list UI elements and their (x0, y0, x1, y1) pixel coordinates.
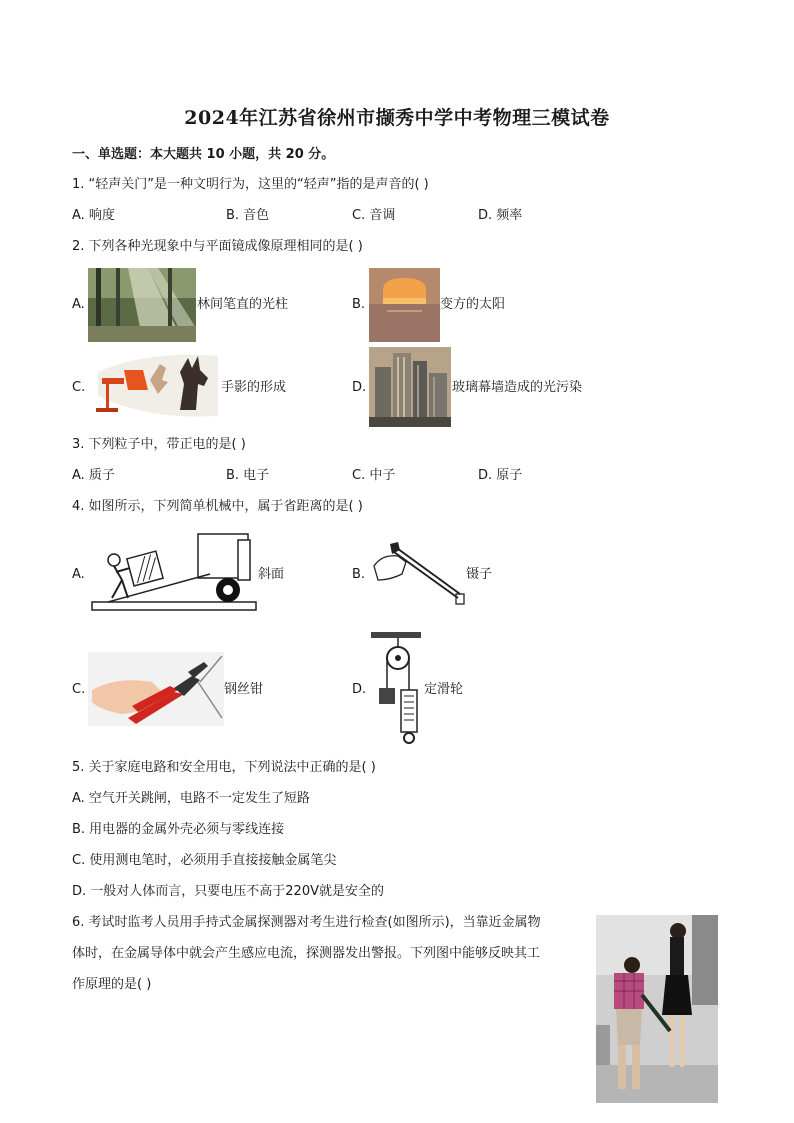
forest-light-photo (88, 268, 196, 342)
wire-pliers-figure (88, 652, 224, 726)
q1-option-c: C. 音调 (352, 208, 396, 223)
q5-option-c: C. 使用测电笔时，必须用手直接接触金属笔尖 (72, 853, 337, 868)
metal-detector-photo (596, 915, 718, 1103)
q3-option-a: A. 质子 (72, 468, 115, 483)
q4-option-d-letter: D. (352, 682, 367, 697)
q4-option-a-caption: 斜面 (258, 567, 285, 582)
q2-option-c-caption: 手影的形成 (221, 380, 287, 395)
q2-option-d-caption: 玻璃幕墙造成的光污染 (452, 380, 583, 395)
q6-stem-line-2: 体时，在金属导体中就会产生感应电流，探测器发出警报。下列图中能够反映其工 (72, 946, 541, 961)
q6-stem-line-1: 6. 考试时监考人员用手持式金属探测器对考生进行检查(如图所示)，当靠近金属物 (72, 915, 541, 930)
q1-option-d: D. 频率 (478, 208, 523, 223)
q2-option-a-caption: 林间笔直的光柱 (197, 297, 289, 312)
square-sun-photo (369, 268, 440, 342)
tweezers-figure (372, 540, 468, 606)
q5-option-d: D. 一般对人体而言，只要电压不高于220V就是安全的 (72, 884, 384, 899)
q5-option-a: A. 空气开关跳闸，电路不一定发生了短路 (72, 791, 310, 806)
q2-stem: 2. 下列各种光现象中与平面镜成像原理相同的是( ) (72, 239, 363, 254)
q4-option-d-caption: 定滑轮 (424, 682, 464, 697)
q2-option-a-letter: A. (72, 297, 85, 312)
q2-option-b-letter: B. (352, 297, 366, 312)
q4-option-a-letter: A. (72, 567, 85, 582)
q4-option-b-letter: B. (352, 567, 366, 582)
q1-option-a: A. 响度 (72, 208, 115, 223)
glass-curtain-wall-photo (369, 347, 451, 427)
q5-option-b: B. 用电器的金属外壳必须与零线连接 (72, 822, 285, 837)
q2-option-b-caption: 变方的太阳 (440, 297, 506, 312)
section-heading: 一、单选题：本大题共 10 小题，共 20 分。 (72, 147, 335, 162)
q5-stem: 5. 关于家庭电路和安全用电，下列说法中正确的是( ) (72, 760, 376, 775)
hand-shadow-figure (88, 350, 220, 422)
q3-option-c: C. 中子 (352, 468, 396, 483)
q1-stem: 1. “轻声关门”是一种文明行为，这里的“轻声”指的是声音的( ) (72, 177, 429, 192)
q4-option-b-caption: 镊子 (466, 567, 493, 582)
q4-option-c-caption: 钢丝钳 (224, 682, 264, 697)
q3-stem: 3. 下列粒子中，带正电的是( ) (72, 437, 246, 452)
inclined-plane-figure (90, 532, 258, 614)
q3-option-d: D. 原子 (478, 468, 523, 483)
q6-stem-line-3: 作原理的是( ) (72, 977, 152, 992)
page-title: 2024年江苏省徐州市撷秀中学中考物理三模试卷 (184, 107, 610, 129)
q2-option-c-letter: C. (72, 380, 86, 395)
fixed-pulley-figure (368, 630, 424, 746)
q1-option-b: B. 音色 (226, 208, 270, 223)
q3-option-b: B. 电子 (226, 468, 270, 483)
q2-option-d-letter: D. (352, 380, 367, 395)
q4-stem: 4. 如图所示，下列简单机械中，属于省距离的是( ) (72, 499, 363, 514)
q4-option-c-letter: C. (72, 682, 86, 697)
